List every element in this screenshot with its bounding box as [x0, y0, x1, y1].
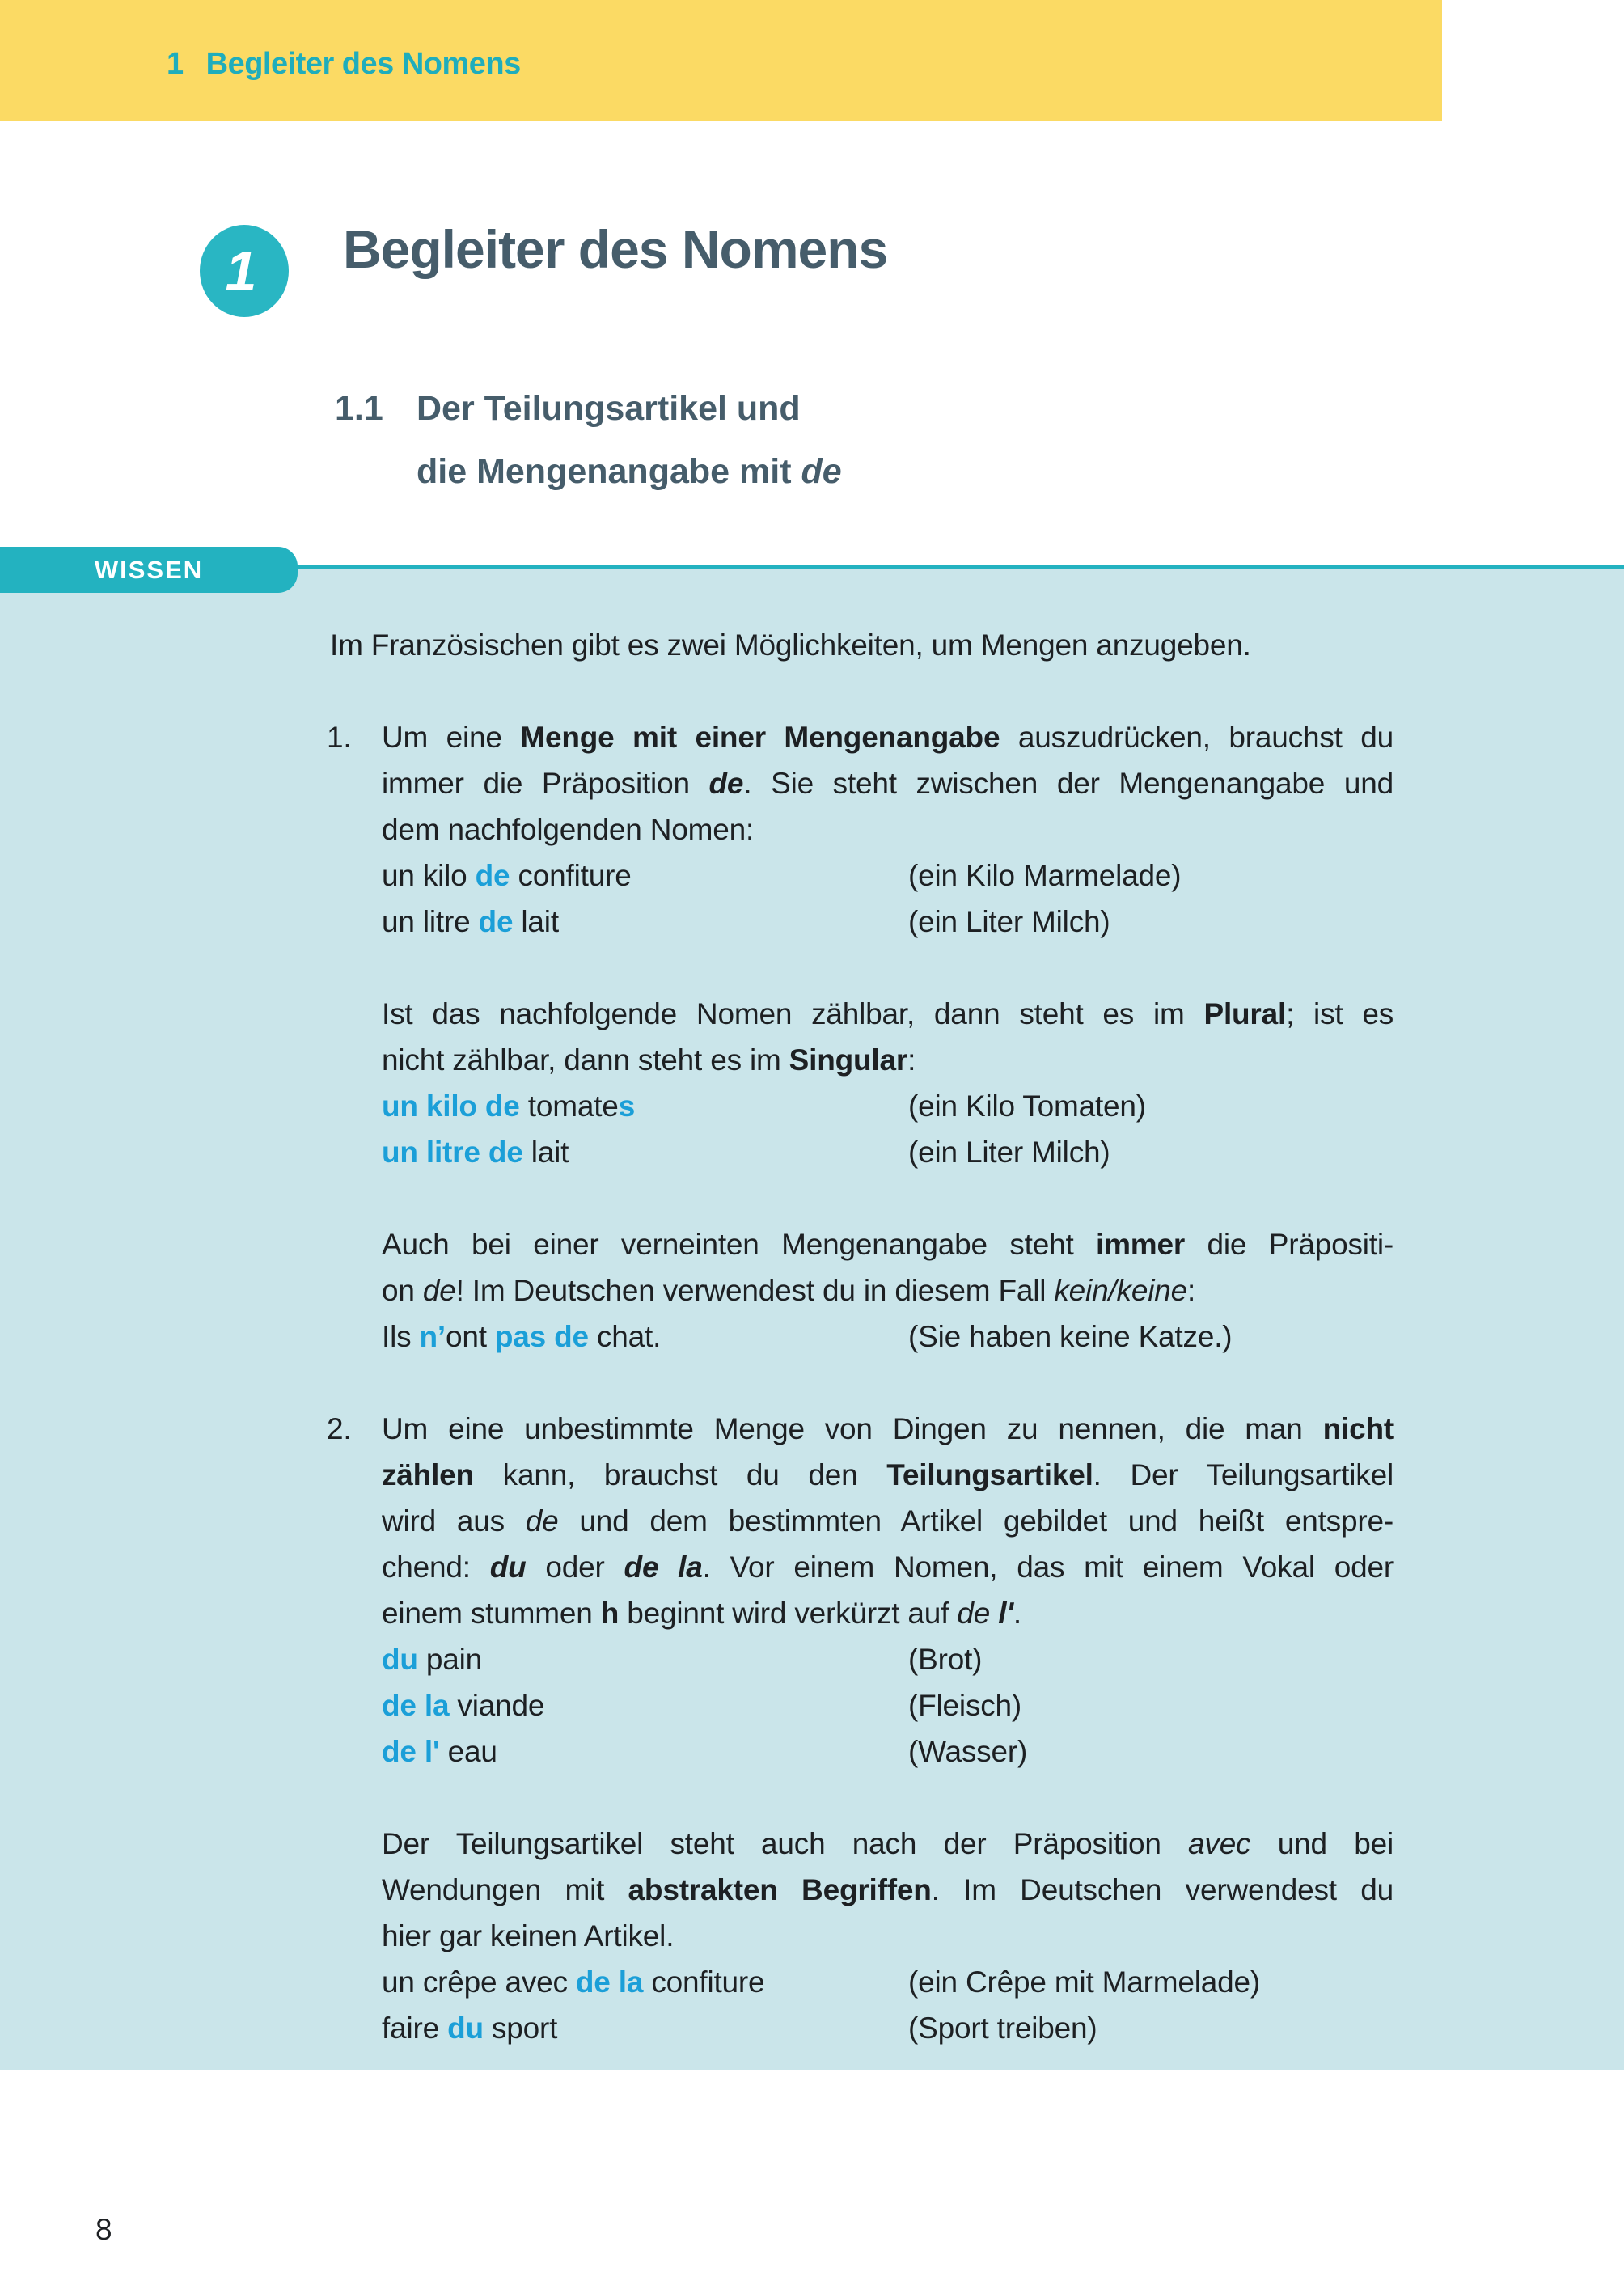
text-segment: un litre — [382, 905, 479, 938]
example-row — [382, 899, 1394, 945]
text-segment: kann, brauchst du den — [473, 1458, 887, 1491]
example-row — [382, 1314, 1394, 1360]
paragraph-line — [382, 1267, 1394, 1314]
example-row — [382, 1728, 1394, 1775]
text-segment: . — [1013, 1597, 1021, 1630]
paragraph-line — [382, 1821, 1394, 1867]
wissen-tab-label: WISSEN — [94, 555, 204, 584]
example-row — [382, 2005, 1394, 2051]
highlight-term: un kilo de — [382, 1089, 520, 1123]
teal-rule — [283, 565, 1624, 569]
chapter-banner — [0, 0, 1442, 121]
text-segment: Plural — [1203, 997, 1287, 1030]
example-row — [382, 1959, 1394, 2005]
text-segment: ! Im Deutschen verwendest du in diesem Fall — [455, 1274, 1055, 1307]
text-segment: de — [801, 452, 842, 491]
translation: (Sport treiben) — [908, 2012, 1097, 2045]
text-segment: Der Teilungsartikel und — [417, 389, 801, 428]
chapter-number-badge — [200, 225, 289, 317]
text-segment: pain — [417, 1643, 483, 1676]
highlight-term: un litre de — [382, 1136, 523, 1169]
content-block — [330, 1221, 1394, 1360]
translation: (ein Crêpe mit Marmelade) — [908, 1965, 1261, 1999]
section-heading — [335, 377, 842, 503]
content-blocks — [327, 714, 1394, 2051]
text-segment: on — [382, 1274, 423, 1307]
text-segment: eau — [439, 1735, 497, 1768]
text-segment: lait — [513, 905, 559, 938]
list-number: 1. — [327, 721, 352, 754]
text-segment: Ils — [382, 1320, 420, 1353]
text-segment: de — [422, 1274, 456, 1307]
paragraph-line — [382, 714, 1394, 760]
highlight-term: de la — [575, 1965, 644, 1999]
paragraph-line — [382, 1544, 1394, 1590]
text-segment: Um eine — [382, 721, 521, 754]
text-segment: . Sie steht zwischen der Mengenangabe und — [743, 767, 1394, 800]
text-segment: ont — [445, 1320, 495, 1353]
text-segment: ; ist es — [1286, 997, 1394, 1030]
text-segment: viande — [449, 1689, 545, 1722]
text-segment: . Vor einem Nomen, das mit einem Vokal oder — [702, 1551, 1394, 1584]
text-segment: Ist das nachfolgende Nomen zählbar, dann steht es im — [382, 997, 1204, 1030]
text-segment: du — [489, 1551, 527, 1584]
text-column — [327, 622, 1394, 2051]
text-segment: und dem bestimmten Artikel gebildet und heißt entspre- — [558, 1504, 1394, 1538]
paragraph-line — [382, 1452, 1394, 1498]
text-segment: de — [525, 1504, 559, 1538]
text-segment: tomate — [519, 1089, 619, 1123]
paragraph-line — [382, 1867, 1394, 1913]
highlight-term: s — [618, 1089, 636, 1123]
text-segment: sport — [483, 2012, 558, 2045]
translation: (ein Liter Milch) — [908, 905, 1110, 938]
chapter-banner-label — [0, 40, 521, 82]
text-segment: Um eine unbestimmte Menge von Dingen zu nennen, die man — [382, 1412, 1323, 1445]
highlight-term: du — [382, 1643, 418, 1676]
text-segment: oder — [526, 1551, 624, 1584]
section-title — [417, 377, 842, 503]
text-segment: l' — [998, 1597, 1013, 1630]
paragraph-line — [382, 1913, 1394, 1959]
text-segment: Wendungen mit — [382, 1873, 628, 1906]
highlight-term: de — [475, 859, 510, 892]
content-block — [330, 1821, 1394, 2051]
text-segment: . Der Teilungsartikel — [1093, 1458, 1394, 1491]
paragraph-line — [382, 760, 1394, 806]
content-block — [327, 714, 1394, 945]
text-segment: einem stummen — [382, 1597, 601, 1630]
text-segment: hier gar keinen Artikel. — [382, 1919, 675, 1952]
highlight-term: n’ — [419, 1320, 446, 1353]
example-row — [382, 1682, 1394, 1728]
translation: (ein Kilo Tomaten) — [908, 1089, 1146, 1123]
paragraph-line — [382, 1037, 1394, 1083]
chapter-banner-number: 1 — [167, 46, 184, 81]
text-segment: nicht zählbar, dann steht es im — [382, 1043, 789, 1077]
translation: (Fleisch) — [908, 1689, 1022, 1722]
text-segment: Menge mit einer Mengenangabe — [520, 721, 1000, 754]
chapter-banner-title: Begleiter des Nomens — [205, 46, 521, 81]
text-segment: chat. — [588, 1320, 662, 1353]
highlight-term: de la — [382, 1689, 450, 1722]
section-number: 1.1 — [335, 389, 383, 428]
wissen-tab — [0, 547, 298, 593]
text-segment: avec — [1188, 1827, 1251, 1860]
highlight-term: pas de — [494, 1320, 589, 1353]
highlight-term: de l' — [382, 1735, 440, 1768]
section-title-line — [417, 377, 842, 440]
translation: (Sie haben keine Katze.) — [908, 1320, 1233, 1353]
translation: (ein Kilo Marmelade) — [908, 859, 1182, 892]
translation: (Wasser) — [908, 1735, 1028, 1768]
section-title-line — [417, 440, 842, 503]
text-segment: Singular — [789, 1043, 908, 1077]
text-segment: wird aus — [382, 1504, 526, 1538]
paragraph-line — [382, 1406, 1394, 1452]
knowledge-panel — [0, 569, 1624, 2070]
example-row — [382, 852, 1394, 899]
text-segment: abstrakten Begriffen — [628, 1873, 932, 1906]
text-segment: de — [708, 767, 744, 800]
highlight-term: de — [478, 905, 514, 938]
text-segment: Der Teilungsartikel steht auch nach der Präposition — [382, 1827, 1189, 1860]
text-segment: confiture — [510, 859, 632, 892]
page-number: 8 — [95, 2213, 112, 2246]
highlight-term: du — [447, 2012, 484, 2045]
text-segment: un kilo — [382, 859, 476, 892]
text-segment: nicht — [1322, 1412, 1394, 1445]
text-segment: zählen — [382, 1458, 474, 1491]
translation: (ein Liter Milch) — [908, 1136, 1110, 1169]
text-segment: : — [907, 1043, 916, 1077]
text-segment: beginnt wird verkürzt auf — [619, 1597, 958, 1630]
chapter-title: Begleiter des Nomens — [343, 219, 888, 279]
paragraph-line — [382, 806, 1394, 852]
text-segment: faire — [382, 2012, 448, 2045]
text-segment: de — [957, 1597, 999, 1630]
chapter-number: 1 — [225, 239, 257, 302]
text-segment: auszudrücken, brauchst du — [1000, 721, 1394, 754]
text-segment: . Im Deutschen verwendest du — [931, 1873, 1394, 1906]
content-block — [327, 1406, 1394, 1775]
text-segment: : — [1186, 1274, 1196, 1307]
list-number: 2. — [327, 1412, 352, 1445]
translation: (Brot) — [908, 1643, 983, 1676]
text-segment: h — [600, 1597, 620, 1630]
text-segment: Teilungsartikel — [886, 1458, 1093, 1491]
example-row — [382, 1636, 1394, 1682]
paragraph-line — [382, 1590, 1394, 1636]
text-segment: kein/keine — [1054, 1274, 1187, 1307]
text-segment: die Präpositi- — [1185, 1228, 1394, 1261]
content-block — [330, 991, 1394, 1175]
text-segment: confiture — [643, 1965, 765, 1999]
text-segment: lait — [522, 1136, 569, 1169]
paragraph-line — [382, 1498, 1394, 1544]
paragraph-line — [382, 1221, 1394, 1267]
text-segment: und bei — [1250, 1827, 1394, 1860]
example-row — [382, 1129, 1394, 1175]
text-segment: die Mengenangabe mit — [417, 452, 801, 491]
paragraph-line — [382, 991, 1394, 1037]
text-segment: chend: — [382, 1551, 490, 1584]
text-segment: Auch bei einer verneinten Mengenangabe steht — [382, 1228, 1096, 1261]
text-segment: dem nachfolgenden Nomen: — [382, 813, 755, 846]
intro-text: Im Französischen gibt es zwei Möglichkeiten, um Mengen anzugeben. — [330, 628, 1251, 662]
text-segment: immer — [1096, 1228, 1186, 1261]
text-segment: de la — [624, 1551, 703, 1584]
text-segment: un crêpe avec — [382, 1965, 576, 1999]
example-row — [382, 1083, 1394, 1129]
text-segment: immer die Präposition — [382, 767, 709, 800]
